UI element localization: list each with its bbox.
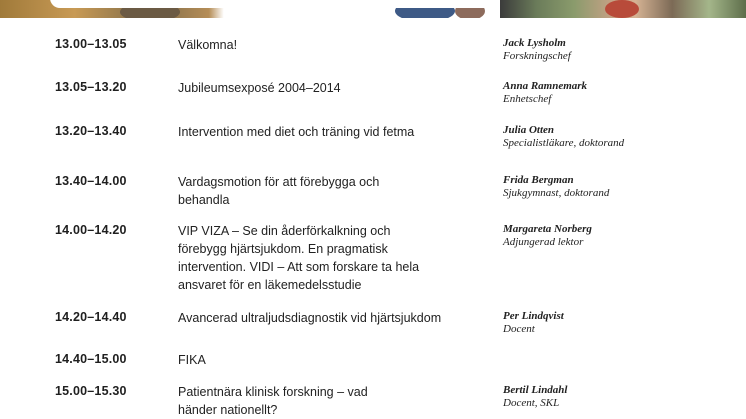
session-speaker bbox=[503, 223, 592, 249]
session-time: 13.40–14.00 bbox=[55, 174, 127, 188]
speaker-role: Forskningschef bbox=[503, 50, 571, 62]
speaker-role: Sjukgymnast, doktorand bbox=[503, 187, 610, 199]
speaker-name: Bertil Lindahl bbox=[503, 384, 568, 396]
header-photo bbox=[0, 0, 746, 18]
speaker-role: Adjungerad lektor bbox=[503, 236, 584, 248]
session-time: 13.20–13.40 bbox=[55, 124, 127, 138]
session-topic: Avancerad ultraljudsdiagnostik vid hjärtsjukdom bbox=[178, 311, 442, 325]
speaker-name: Anna Ramnemark bbox=[503, 80, 588, 92]
speaker-name: Margareta Norberg bbox=[503, 223, 592, 235]
speaker-name: Jack Lysholm bbox=[503, 37, 566, 49]
session-time: 14.00–14.20 bbox=[55, 223, 127, 237]
session-topic: Välkomna! bbox=[178, 38, 238, 52]
speaker-name: Julia Otten bbox=[503, 124, 555, 136]
speaker-name: Frida Bergman bbox=[503, 174, 574, 186]
session-topic: Patientnära klinisk forskning – vad händer nationellt? bbox=[178, 385, 368, 417]
session-topic: Jubileumsexposé 2004–2014 bbox=[178, 81, 341, 95]
session-time: 14.40–15.00 bbox=[55, 352, 127, 366]
session-topic: FIKA bbox=[178, 353, 206, 367]
speaker-role: Enhetschef bbox=[503, 93, 552, 105]
speaker-role: Docent bbox=[503, 323, 535, 335]
session-speaker bbox=[503, 124, 624, 150]
session-speaker bbox=[503, 310, 564, 336]
session-speaker bbox=[503, 174, 609, 200]
session-speaker bbox=[503, 80, 587, 106]
session-time: 13.00–13.05 bbox=[55, 37, 127, 51]
session-topic: Vardagsmotion för att förebygga och behandla bbox=[178, 175, 380, 207]
session-time: 15.00–15.30 bbox=[55, 384, 127, 398]
session-time: 14.20–14.40 bbox=[55, 310, 127, 324]
session-topic: VIP VIZA – Se din åderförkalkning och förebygg hjärtsjukdom. En pragmatisk intervention. VIDI – Att som forskare ta hela ansvaret för en läkemedelsstudie bbox=[178, 224, 420, 292]
session-speaker bbox=[503, 384, 568, 410]
session-topic: Intervention med diet och träning vid fetma bbox=[178, 125, 415, 139]
session-speaker bbox=[503, 37, 571, 63]
speaker-role: Docent, SKL bbox=[503, 397, 560, 409]
speaker-name: Per Lindqvist bbox=[503, 310, 564, 322]
speaker-role: Specialistläkare, doktorand bbox=[503, 137, 625, 149]
session-time: 13.05–13.20 bbox=[55, 80, 127, 94]
